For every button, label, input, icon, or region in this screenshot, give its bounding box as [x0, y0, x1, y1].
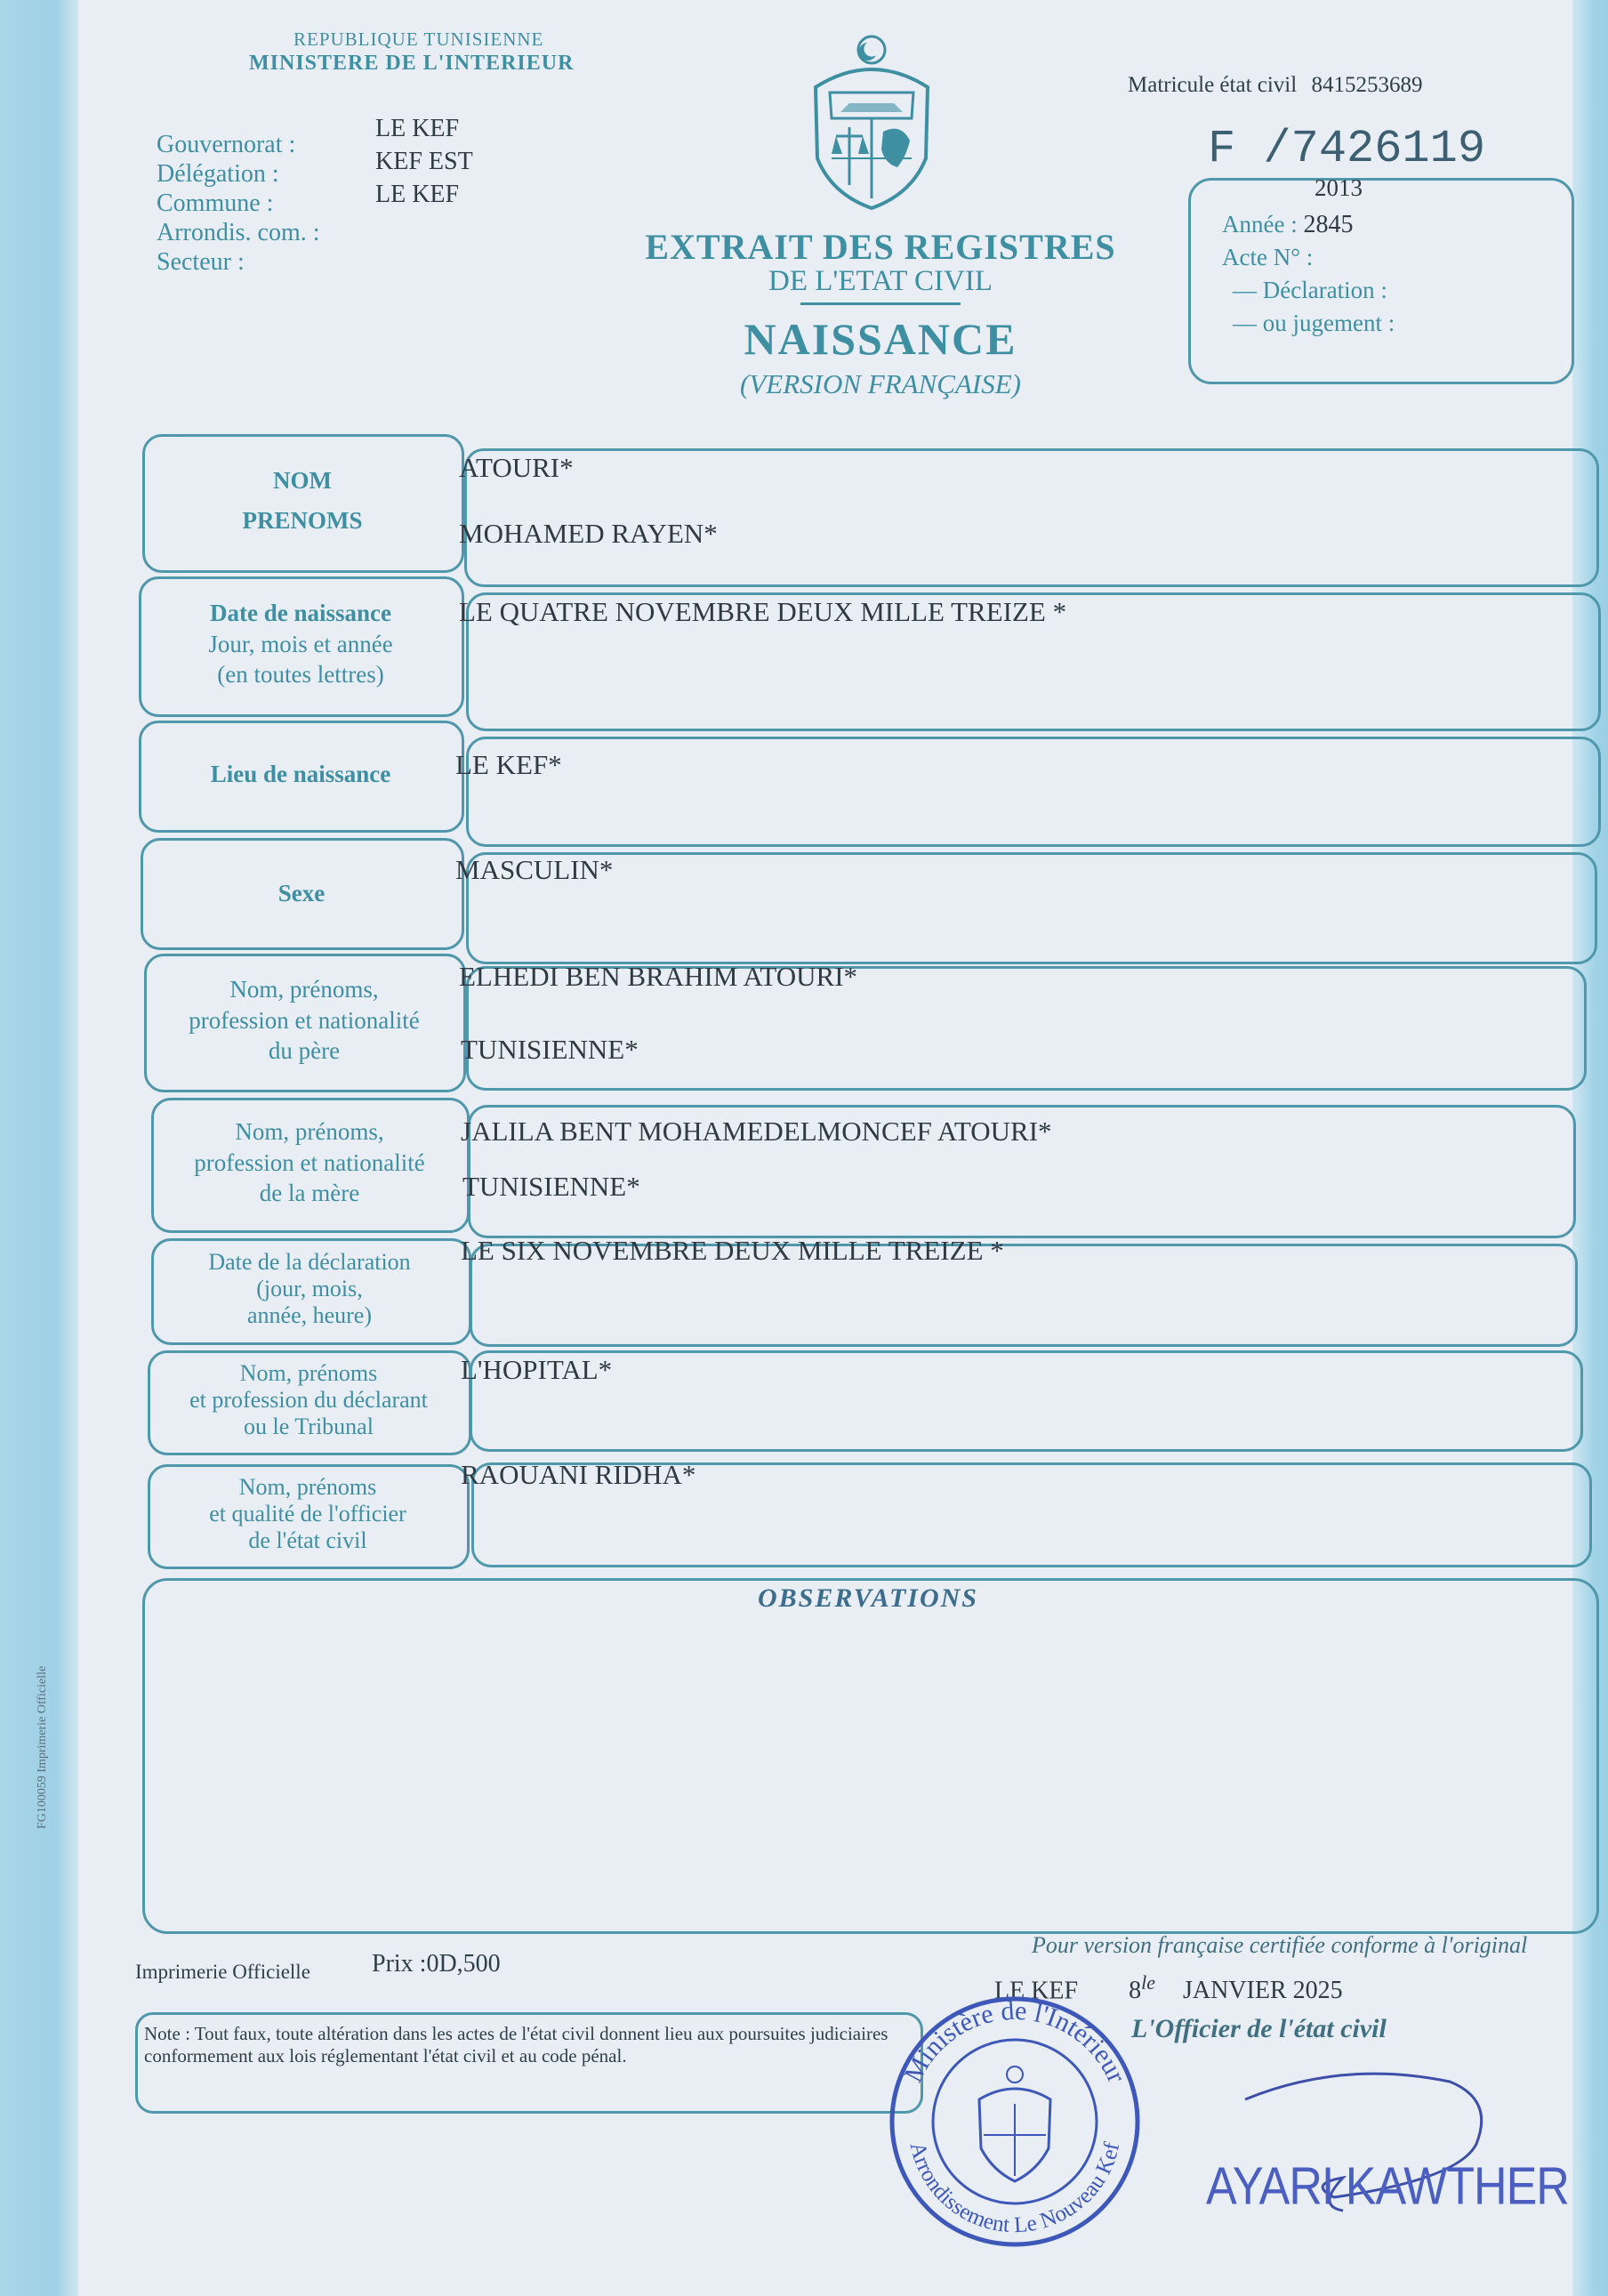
observations-box — [142, 1578, 1599, 1934]
note-text: Note : Tout faux, toute altération dans les actes de l'état civil donnent lieu aux poursuites judiciaires conformement aux lois réglementant l'état civil et au code pénal. — [144, 2023, 888, 2066]
birthdate-label-3: (en toutes lettres) — [217, 661, 384, 689]
father-label-3: du père — [268, 1037, 341, 1065]
row-declaration-date-label — [151, 1238, 468, 1340]
father-nationality-value: TUNISIENNE* — [461, 1034, 639, 1065]
observations-title: OBSERVATIONS — [758, 1583, 978, 1613]
row-father-label — [144, 954, 464, 1087]
officer-label-3: de l'état civil — [248, 1527, 367, 1553]
declarant-label-3: ou le Tribunal — [244, 1413, 374, 1439]
commune-value: LE KEF — [375, 181, 460, 208]
declarant-label-2: et profession du déclarant — [189, 1387, 428, 1414]
row-mother-label — [151, 1098, 468, 1228]
stamp-top-text: Ministère de l'Intérieur — [898, 1995, 1132, 2088]
officer-label-1: Nom, prénoms — [238, 1474, 377, 1501]
row-sex-label — [141, 838, 462, 948]
acte-label: Acte N° : — [1222, 244, 1314, 270]
birthdate-label-2: Jour, mois et année — [208, 630, 393, 657]
annee-value-top: 2013 — [1315, 174, 1363, 201]
declaration-date-label-1: Date de la déclaration — [208, 1249, 411, 1276]
title-sub: DE L'ETAT CIVIL — [768, 265, 993, 297]
mother-label-3: de la mère — [259, 1180, 360, 1207]
annee-label: Année : — [1222, 211, 1298, 238]
birthdate-value: LE QUATRE NOVEMBRE DEUX MILLE TREIZE * — [459, 596, 1067, 627]
title-main: EXTRAIT DES REGISTRES — [645, 227, 1116, 267]
row-sex-value-box — [466, 852, 1597, 964]
title-divider — [800, 302, 961, 305]
father-label-2: profession et nationalité — [189, 1006, 420, 1034]
mother-name-value: JALILA BENT MOHAMEDELMONCEF ATOURI* — [461, 1116, 1052, 1147]
matricule-label: Matricule état civil — [1128, 73, 1298, 97]
acte-box-labels — [1222, 208, 1395, 340]
row-birthplace-value-box — [466, 737, 1601, 847]
location-labels — [157, 130, 320, 277]
guilloche-border-right — [1572, 0, 1608, 2296]
svg-text:Ministère de l'Intérieur — [898, 1996, 1131, 2087]
officer-label-2: et qualité de l'officier — [209, 1501, 406, 1527]
day-suffix: le — [1141, 1971, 1155, 1994]
title-version: (VERSION FRANÇAISE) — [740, 368, 1021, 399]
row-name-label — [142, 434, 462, 568]
ministry-heading: MINISTERE DE L'INTERIEUR — [249, 52, 575, 75]
gouvernorat-value: LE KEF — [375, 115, 460, 142]
row-officer-label — [148, 1464, 468, 1564]
side-print-text: FG100059 Imprimerie Officielle — [36, 1665, 49, 1829]
sex-value: MASCULIN* — [455, 854, 614, 885]
place-value: LE KEF — [994, 1977, 1079, 2005]
nom-label: NOM — [273, 467, 332, 495]
gouvernorat-label: Gouvernorat : — [157, 131, 296, 158]
day-value: 8 — [1129, 1977, 1142, 2005]
certifiee-text: Pour version française certifiée conforme à l'original — [1032, 1932, 1528, 1958]
row-birthdate-label — [139, 576, 462, 712]
officer-title: L'Officier de l'état civil — [1131, 2014, 1387, 2043]
declaration-date-value: LE SIX NOVEMBRE DEUX MILLE TREIZE * — [461, 1235, 1004, 1266]
guilloche-border-left — [0, 0, 78, 2296]
birthplace-value: LE KEF* — [455, 749, 562, 780]
official-stamp-icon — [886, 1993, 1144, 2251]
declaration-label: — Déclaration : — [1233, 277, 1387, 303]
secteur-label: Secteur : — [157, 248, 245, 276]
delegation-label: Délégation : — [157, 160, 279, 188]
arrondis-label: Arrondis. com. : — [157, 219, 320, 246]
annee-value: 2845 — [1303, 211, 1354, 238]
birthdate-label-1: Date de naissance — [210, 600, 391, 627]
stamp-bottom-text: Arrondissement Le Nouveau Kef — [904, 2139, 1125, 2238]
prix-label: Prix :0D,500 — [372, 1950, 501, 1978]
declaration-date-label-2: (jour, mois, — [256, 1276, 363, 1302]
location-values — [375, 112, 473, 211]
row-declarant-label — [148, 1350, 470, 1450]
declaration-date-label-3: année, heure) — [246, 1301, 373, 1328]
matricule-value: 8415253689 — [1311, 73, 1423, 97]
officer-value: RAOUANI RIDHA* — [461, 1459, 696, 1490]
serial-number: F /7426119 — [1208, 123, 1486, 175]
row-declarant-value-box — [470, 1350, 1583, 1452]
father-label-1: Nom, prénoms, — [229, 976, 379, 1003]
prenoms-value: MOHAMED RAYEN* — [459, 518, 718, 549]
delegation-value: KEF EST — [375, 148, 473, 175]
sex-label: Sexe — [277, 879, 326, 906]
mother-nationality-value: TUNISIENNE* — [462, 1171, 640, 1202]
commune-label: Commune : — [157, 189, 274, 217]
jugement-label: — ou jugement : — [1233, 310, 1395, 336]
father-name-value: ELHEDI BEN BRAHIM ATOURI* — [459, 961, 858, 992]
mother-label-2: profession et nationalité — [194, 1148, 425, 1176]
matricule-line — [1128, 73, 1422, 98]
coat-of-arms-icon — [805, 34, 938, 212]
title-type: NAISSANCE — [744, 314, 1017, 364]
birthplace-label: Lieu de naissance — [210, 760, 391, 787]
nom-value: ATOURI* — [459, 452, 574, 483]
declarant-value: L'HOPITAL* — [461, 1354, 613, 1385]
signature-name: AYARI KAWTHER — [1206, 2156, 1569, 2217]
republic-heading: REPUBLIQUE TUNISIENNE — [293, 28, 544, 50]
row-birthplace-label — [139, 721, 462, 827]
mother-label-1: Nom, prénoms, — [235, 1118, 384, 1146]
declarant-label-1: Nom, prénoms — [239, 1360, 378, 1387]
imprimerie-label: Imprimerie Officielle — [135, 1961, 310, 1983]
month-year-value: JANVIER 2025 — [1183, 1977, 1343, 2005]
prenoms-label: PRENOMS — [242, 507, 363, 534]
